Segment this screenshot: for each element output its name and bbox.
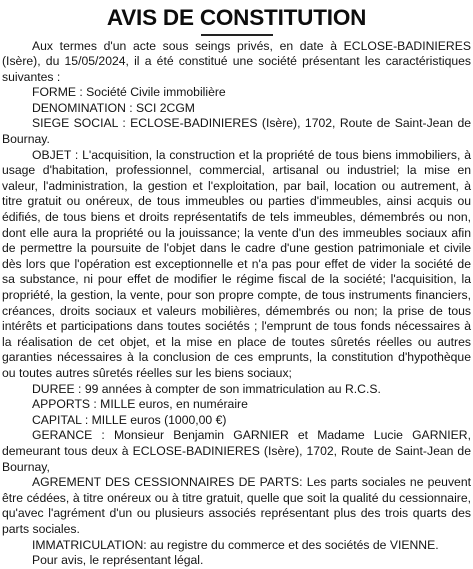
agrement-paragraph: AGREMENT DES CESSIONNAIRES DE PARTS: Les parts sociales ne peuvent être cédées, à titre onéreux ou à titre gratuit, quelle que soit la qualité du cessionnaire, qu'avec l'agrément d'un ou plusieurs associés représentant plus des trois quarts des parts sociales. — [2, 475, 471, 536]
intro-paragraph: Aux termes d'un acte sous seings privés, en date à ECLOSE-BADINIERES (Isère), du 15/05/2024, il a été constitué une société présentant les caractéristiques suivantes : — [2, 38, 471, 84]
notice-title: AVIS DE CONSTITUTION — [106, 5, 367, 30]
signature-line: Pour avis, le représentant légal. — [32, 553, 204, 568]
capital-line: CAPITAL : MILLE euros (1000,00 €) — [32, 412, 227, 427]
apports-line: APPORTS : MILLE euros, en numéraire — [32, 397, 248, 412]
immatriculation-line: IMMATRICULATION: au registre du commerce et des sociétés de VIENNE. — [32, 537, 439, 552]
objet-paragraph: OBJET : L'acquisition, la construction et la propriété de tous biens immobiliers, à usage d'habitation, professionnel, commercial, artisanal ou industriel; la mise en valeur, l'administration, la gestion et l'exploitation, par bail, location ou autrement, à titre gratuit ou onéreux, de tous immeubles ou parties d'immeubles, ainsi acquis ou édifiés, de tous biens et droits représentatifs de tels immeubles, démembrés ou non, dont elle aura la propriété ou la jouissance; la vente d'un des immeubles sociaux afin de permettre la poursuite de l'objet dans le cadre d'une gestion patrimoniale et civile dès lors que l'opération est exceptionnelle et n'a pas pour effet de vider la société de sa substance, ni pour effet de modifier le régime fiscal de la société; l'acquisition, la propriété, la gestion, la vente, pour son propre compte, de tous instruments financiers, créances, droits sociaux et valeurs mobilières, démembrés ou non; la prise de tous intérêts et participations dans toutes sociétés ; l'emprunt de tous fonds nécessaires à la réalisation de cet objet, et la mise en place de toutes sûretés réelles ou autres garanties nécessaires à la conclusion de ces emprunts, la constitution d'hypothèque ou toutes autres sûretés réelles sur les biens sociaux; — [2, 147, 471, 380]
gerance-paragraph: GERANCE : Monsieur Benjamin GARNIER et Madame Lucie GARNIER, demeurant tous deux à ECLOSE-BADINIERES (Isère), 1702, Route de Saint-Jean de Bournay, — [2, 428, 471, 474]
denomination-line: DENOMINATION : SCI 2CGM — [32, 100, 195, 115]
duree-line: DUREE : 99 années à compter de son immatriculation au R.C.S. — [32, 381, 381, 396]
forme-line: FORME : Société Civile immobilière — [32, 85, 226, 100]
title-underline — [201, 34, 273, 36]
siege-social-line: SIEGE SOCIAL : ECLOSE-BADINIERES (Isère), 1702, Route de Saint-Jean de Bournay. — [2, 116, 471, 147]
legal-notice — [2, 0, 471, 569]
notice-body — [2, 39, 471, 569]
